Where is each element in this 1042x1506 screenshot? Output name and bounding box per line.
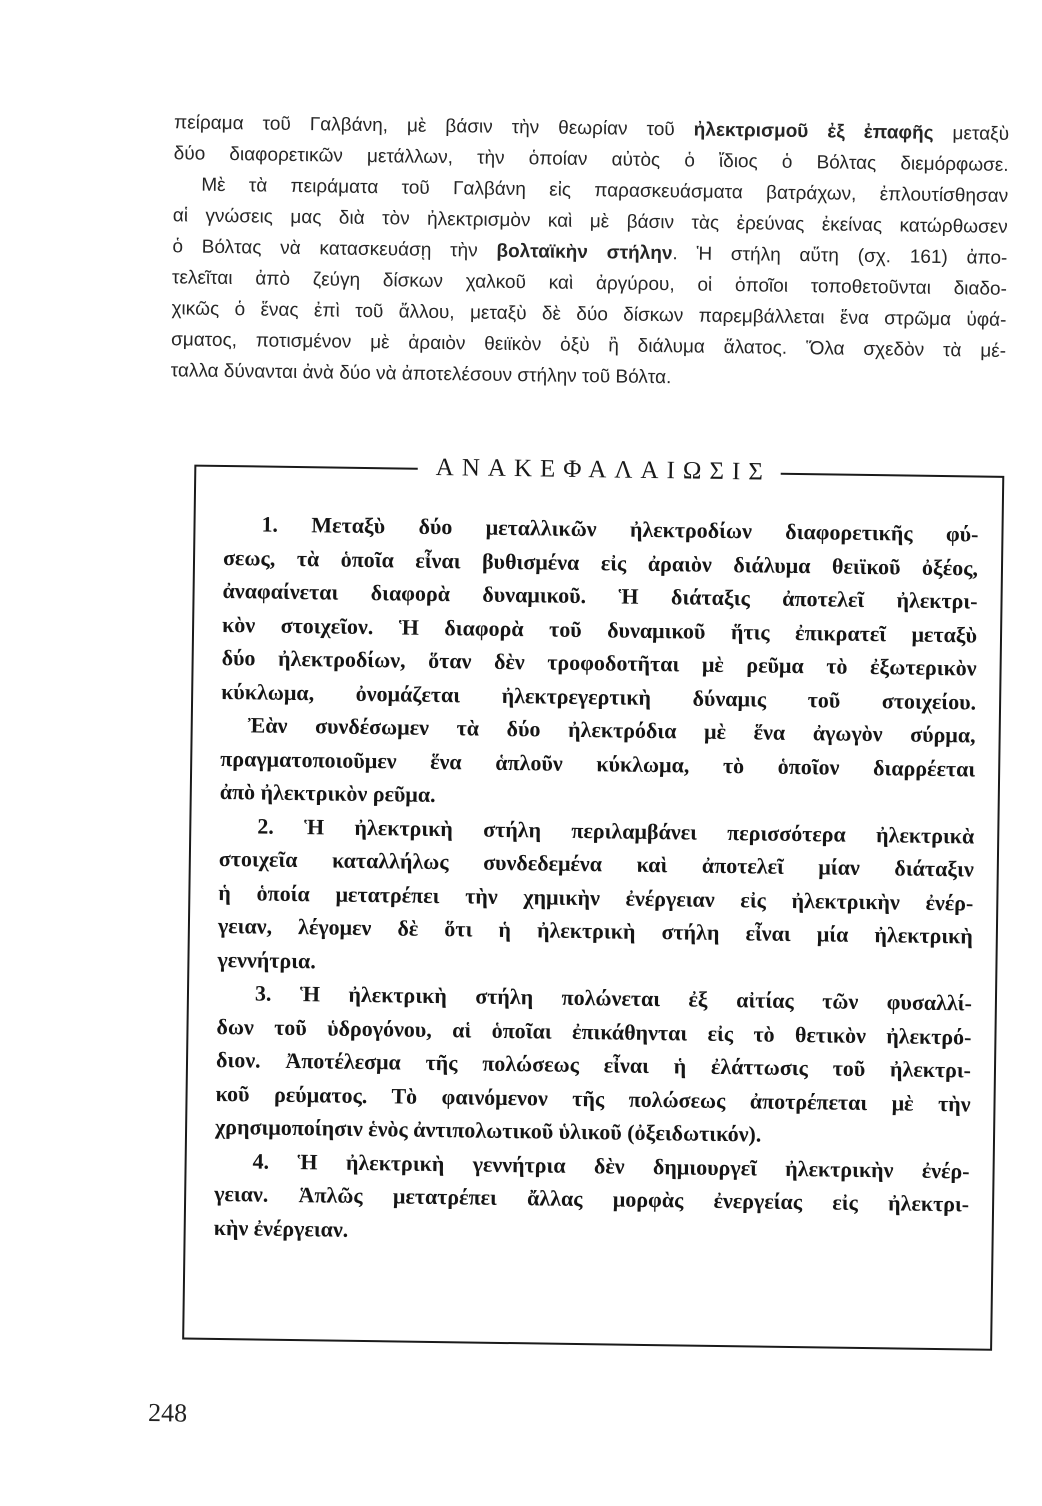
summary-line: κὴν ἐνέργειαν. bbox=[213, 1214, 349, 1242]
summary-line: κύκλωμα, ὀνομάζεται ἠλεκτρεγερτικὴ δύναμις τοῦ στοιχείου. bbox=[221, 678, 977, 715]
text-line: ταλλα δύνανται ἀνὰ δύο νὰ ἀποτελέσουν στήλην τοῦ Βόλτα. bbox=[170, 360, 672, 389]
summary-line: κοῦ ρεύματος. Τὸ φαινόμενον τῆς πολώσεως ἀποτρέπεται μὲ τὴν bbox=[215, 1080, 971, 1116]
summary-line: ἡ ὁποία μετατρέπει τὴν χημικὴν ἐνέργειαν εἰς ἠλεκτρικὴν ἐνέρ- bbox=[218, 879, 974, 916]
summary-title: ΑΝΑΚΕΦΑΛΑΙΩΣΙΣ bbox=[418, 451, 782, 490]
summary-line: κὸν στοιχεῖον. Ἡ διαφορὰ τοῦ δυναμικοῦ ἥτις ἐπικρατεῖ μεταξὺ bbox=[221, 611, 978, 648]
summary-line: χρησιμοποίησιν ἑνὸς ἀντιπολωτικοῦ ὑλικοῦ (ὀξειδωτικόν). bbox=[214, 1113, 762, 1147]
summary-line: πραγματοποιοῦμεν ἕνα ἁπλοῦν κύκλωμα, τὸ ὁποῖον διαρρέεται bbox=[220, 745, 976, 782]
intro-text bbox=[170, 107, 1009, 398]
summary-line: γειαν. Ἁπλῶς μετατρέπει ἄλλας μορφὰς ἐνεργείας εἰς ἠλεκτρι- bbox=[214, 1180, 970, 1217]
text-line: αἱ γνώσεις μας διὰ τὸν ἠλεκτρισμὸν καὶ μὲ βάσιν τὰς ἐρεύνας ἐκείνας κατώρθωσεν bbox=[172, 205, 1008, 238]
summary-line: ἀπὸ ἠλεκτρικὸν ρεῦμα. bbox=[219, 778, 436, 807]
bold-term: ἠλεκτρισμοῦ ἐξ ἐπαφῆς bbox=[693, 119, 934, 144]
summary-line: δων τοῦ ὑδρογόνου, αἱ ὁποῖαι ἐπικάθηνται εἰς τὸ θετικὸν ἠλεκτρό- bbox=[216, 1013, 972, 1049]
summary-body bbox=[213, 507, 978, 1254]
summary-line: σεως, τὰ ὁποῖα εἶναι βυθισμένα εἰς ἀραιὸν διάλυμα θειϊκοῦ ὀξέος, bbox=[222, 544, 979, 581]
summary-box bbox=[182, 453, 1004, 1351]
summary-line: ἀναφαίνεται διαφορὰ δυναμικοῦ. Ἡ διάταξις ἀποτελεῖ ἠλεκτρι- bbox=[222, 577, 978, 614]
text-line: Μὲ τὰ πειράματα τοῦ Γαλβάνη εἰς παρασκευάσματα βατράχων, ἐπλουτίσθησαν bbox=[201, 174, 1009, 207]
text-segment: ὁ Βόλτας νὰ κατασκευάσῃ τὴν bbox=[172, 236, 497, 262]
summary-item-3-line: 3. Ἡ ἠλεκτρικὴ στήλη πολώνεται ἐξ αἰτίας τῶν φυσαλλί- bbox=[254, 980, 973, 1016]
summary-line: γεννήτρια. bbox=[217, 946, 316, 973]
summary-item-2-line: 2. Ἡ ἠλεκτρικὴ στήλη περιλαμβάνει περισσότερα ἠλεκτρικὰ bbox=[257, 813, 975, 849]
summary-item-1-line: 1. Μεταξὺ δύο μεταλλικῶν ἠλεκτροδίων διαφορετικῆς φύ- bbox=[261, 511, 979, 547]
summary-line: δύο ἠλεκτροδίων, ὅταν δὲν τροφοδοτῆται μὲ ρεῦμα τὸ ἐξωτερικὸν bbox=[221, 644, 977, 681]
text-line: τελεῖται ἀπὸ ζεύγη δίσκων χαλκοῦ καὶ ἀργύρου, οἱ ὁποῖοι τοποθετοῦνται διαδο- bbox=[171, 267, 1008, 300]
text-segment: μεταξὺ bbox=[933, 122, 1010, 145]
text-line: σματος, ποτισμένον μὲ ἀραιὸν θειϊκὸν ὀξὺ ἢ διάλυμα ἅλατος. Ὅλα σχεδὸν τὰ μέ- bbox=[170, 329, 1007, 362]
summary-line: γειαν, λέγομεν δὲ ὅτι ἡ ἠλεκτρικὴ στήλη εἶναι μία ἠλεκτρικὴ bbox=[217, 912, 974, 949]
bold-term: βολταϊκὴν στήλην bbox=[496, 240, 673, 265]
summary-line: Ἐὰν συνδέσωμεν τὰ δύο ἠλεκτρόδια μὲ ἕνα ἀγωγὸν σύρμα, bbox=[247, 712, 976, 748]
summary-line: στοιχεῖα καταλλήλως συνδεδεμένα καὶ ἀποτελεῖ μίαν διάταξιν bbox=[218, 845, 974, 882]
text-segment: πείραμα τοῦ Γαλβάνη, μὲ βάσιν τὴν θεωρίαν τοῦ bbox=[173, 112, 694, 141]
text-line: χικῶς ὁ ἕνας ἐπὶ τοῦ ἄλλου, μεταξὺ δὲ δύο δίσκων παρεμβάλλεται ἕνα στρῶμα ὑφά- bbox=[171, 298, 1007, 331]
summary-line: διον. Ἀποτέλεσμα τῆς πολώσεως εἶναι ἡ ἐλάττωσις τοῦ ἠλεκτρι- bbox=[215, 1046, 972, 1083]
text-segment: . Ἡ στήλη αὕτη (σχ. 161) ἀπο- bbox=[672, 243, 1008, 269]
page-number: 248 bbox=[147, 1398, 188, 1428]
summary-item-4-line: 4. Ἡ ἠλεκτρικὴ γεννήτρια δὲν δημιουργεῖ ἠλεκτρικὴν ἐνέρ- bbox=[252, 1147, 970, 1183]
text-line: δύο διαφορετικῶν μετάλλων, τὴν ὁποίαν αὐτὸς ὁ ἴδιος ὁ Βόλτας διεμόρφωσε. bbox=[173, 143, 1009, 176]
